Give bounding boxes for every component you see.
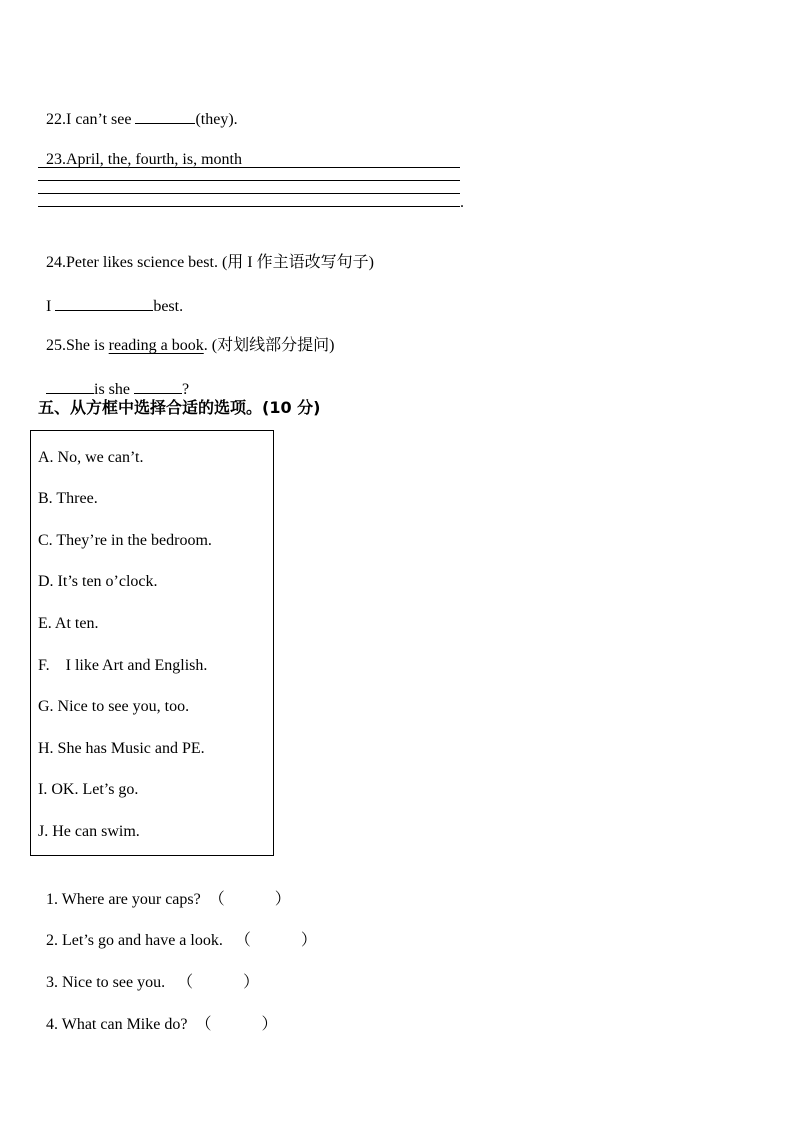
question-23 [38, 130, 242, 170]
writing-line[interactable] [38, 180, 460, 181]
option-item: G. Nice to see you, too. [38, 698, 190, 715]
question-25 [38, 316, 334, 356]
question-text: April, the, fourth, is, month [66, 151, 242, 168]
question-number: 23. [46, 151, 66, 168]
paren-open: （ [195, 1016, 212, 1033]
question-text: (they). [195, 111, 238, 128]
paren-open: （ [234, 932, 251, 949]
paren-open: （ [208, 891, 225, 908]
question-24 [38, 233, 374, 273]
end-mark: . [460, 194, 464, 211]
item-text: 3. Nice to see you. [46, 974, 166, 991]
matching-item [38, 911, 317, 951]
section-heading: 五、从方框中选择合适的选项。(10 分) [38, 398, 321, 417]
option-item: I. OK. Let’s go. [38, 781, 139, 798]
option-item: H. She has Music and PE. [38, 740, 205, 757]
question-number: 22. [46, 111, 66, 128]
writing-line[interactable] [38, 167, 460, 168]
question-text: I can’t see [66, 111, 136, 128]
paren-close: ） [261, 1016, 278, 1033]
question-number: 24. [46, 254, 66, 271]
answer-mid: is she [94, 381, 134, 398]
item-text: 4. What can Mike do? [46, 1016, 188, 1033]
matching-item [38, 953, 259, 993]
item-text: 2. Let’s go and have a look. [46, 932, 223, 949]
question-text: She is [66, 337, 109, 354]
matching-item [38, 995, 277, 1035]
answer-blank[interactable] [134, 378, 182, 394]
option-item: D. It’s ten o’clock. [38, 573, 158, 590]
option-item: F. I like Art and English. [38, 657, 208, 674]
answer-end: ? [182, 381, 190, 398]
answer-start: I [46, 298, 56, 315]
answer-end: best. [153, 298, 184, 315]
paren-close: ） [300, 932, 317, 949]
paren-close: ） [274, 891, 291, 908]
answer-25 [38, 358, 189, 400]
option-item: B. Three. [38, 490, 98, 507]
option-item: J. He can swim. [38, 823, 140, 840]
matching-item [38, 870, 291, 910]
writing-line[interactable] [38, 193, 460, 194]
option-item: E. At ten. [38, 615, 99, 632]
question-text: . (对划线部分提问) [203, 337, 335, 354]
option-item: A. No, we can’t. [38, 449, 144, 466]
answer-blank[interactable] [46, 378, 94, 394]
option-item: C. They’re in the bedroom. [38, 532, 212, 549]
answer-blank[interactable] [55, 295, 153, 311]
answer-blank[interactable] [135, 108, 195, 124]
item-text: 1. Where are your caps? [46, 891, 201, 908]
paren-close: ） [243, 974, 260, 991]
paren-open: （ [177, 974, 194, 991]
answer-24 [38, 275, 183, 317]
writing-line[interactable] [38, 206, 460, 207]
question-text: Peter likes science best. (用 I 作主语改写句子) [66, 254, 374, 271]
question-number: 25. [46, 337, 66, 354]
underlined-phrase: reading a book [108, 337, 204, 354]
question-22 [38, 88, 238, 130]
